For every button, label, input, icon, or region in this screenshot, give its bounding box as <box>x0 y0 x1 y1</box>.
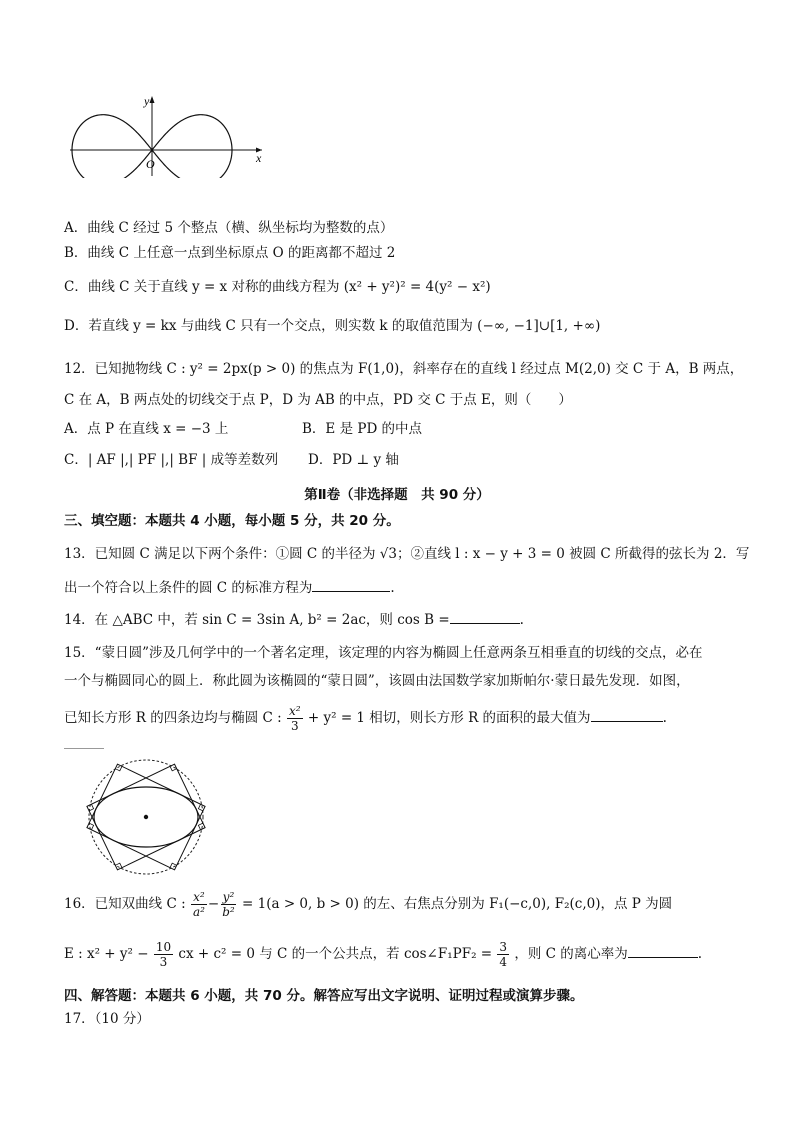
q13-line1: 13．已知圆 C 满足以下两个条件：①圆 C 的半径为 √3；②直线 l : x − y + 3 = 0 被圆 C 所截得的弦长为 2．写 <box>64 546 750 562</box>
q16-line1-row <box>64 886 672 922</box>
lemniscate-figure <box>66 92 272 178</box>
q11-option-a: A．曲线 C 经过 5 个整点（横、纵坐标均为整数的点） <box>64 220 394 236</box>
q14-text: 14．在 △ABC 中，若 sin C = 3sin A, b² = 2ac，则 cos B = <box>64 612 450 628</box>
q15-line3-post: + y² = 1 相切，则长方形 R 的面积的最大值为 <box>307 710 591 726</box>
section3-title: 三、填空题：本题共 4 小题，每小题 5 分，共 20 分。 <box>64 513 400 529</box>
monge-circle-figure <box>84 755 208 879</box>
q11-option-b: B．曲线 C 上任意一点到坐标原点 O 的距离都不超过 2 <box>64 245 396 261</box>
q16-line2-mid: cx + c² = 0 与 C 的一个公共点，若 cos∠F₁PF₂ = <box>178 946 493 962</box>
q16-period: . <box>697 946 703 962</box>
q16-frac-10-3 <box>154 940 173 969</box>
section4-title: 四、解答题：本题共 6 小题，共 70 分。解答应写出文字说明、证明过程或演算步骤。 <box>64 988 584 1004</box>
q16-frac-3-4 <box>497 940 509 969</box>
y-axis-label: y <box>144 94 150 108</box>
q16-line2-pre: E : x² + y² − <box>64 946 149 962</box>
q12-stem-line2: C 在 A，B 两点处的切线交于点 P，D 为 AB 的中点，PD 交 C 于点 E，则（ ） <box>64 392 572 408</box>
q15-line3-row <box>64 702 667 734</box>
q14-row <box>64 608 524 628</box>
center-dot <box>144 815 148 819</box>
q16-frac-x-den: a² <box>192 905 205 919</box>
q13-period: . <box>390 580 395 596</box>
q12-option-c: C．| AF |,| PF |,| BF | 成等差数列 <box>64 452 279 468</box>
q14-period: . <box>519 612 524 628</box>
q12-option-a: A．点 P 在直线 x = −3 上 <box>64 421 229 437</box>
q17-label: 17．（10 分） <box>64 1011 150 1027</box>
q15-frac-num: x² <box>289 704 301 718</box>
q16-line2-post: ，则 C 的离心率为 <box>514 946 628 962</box>
q16-line1-pre: 16．已知双曲线 C : <box>64 896 186 912</box>
q15-period: . <box>662 710 667 726</box>
q15-line2: 一个与椭圆同心的圆上．称此圆为该椭圆的“蒙日圆”，该圆由法国数学家加斯帕尔·蒙日最先发现．如图， <box>64 673 690 689</box>
q16-frac-y-num: y² <box>222 890 235 904</box>
q16-frac-x <box>191 890 207 919</box>
q16-answer-blank[interactable] <box>628 945 698 958</box>
q12-option-b: B．E 是 PD 的中点 <box>302 421 423 437</box>
q15-ellipse-fraction <box>287 704 303 733</box>
q15-frac-den: 3 <box>290 719 299 733</box>
origin-label: O <box>146 157 155 171</box>
y-axis-arrow <box>150 96 155 103</box>
q13-line2-row <box>64 576 395 596</box>
q16-frac-10-num: 10 <box>155 940 172 954</box>
x-axis-label: x <box>256 151 262 165</box>
volume2-title: 第Ⅱ卷（非选择题 共 90 分） <box>304 487 490 503</box>
q13-answer-blank[interactable] <box>312 579 390 592</box>
q12-stem-line1: 12．已知抛物线 C : y² = 2px(p > 0) 的焦点为 F(1,0)，斜率存在的直线 l 经过点 M(2,0) 交 C 于 A，B 两点， <box>64 361 744 377</box>
q16-line1-post: = 1(a > 0, b > 0) 的左、右焦点分别为 F₁(−c,0), F₂(c,0)，点 P 为圆 <box>242 896 673 912</box>
q15-answer-blank[interactable] <box>591 709 663 722</box>
q11-option-d: D．若直线 y = kx 与曲线 C 只有一个交点，则实数 k 的取值范围为 (−∞, −1]∪[1, +∞) <box>64 318 601 334</box>
q14-answer-blank[interactable] <box>450 611 520 624</box>
q15-line3-pre: 已知长方形 R 的四条边均与椭圆 C : <box>64 710 282 726</box>
q11-option-c: C．曲线 C 关于直线 y = x 对称的曲线方程为 (x² + y²)² = 4(y² − x²) <box>64 279 491 295</box>
q16-frac-4-den: 4 <box>499 955 508 969</box>
divider <box>64 748 104 749</box>
q16-frac-3-den: 3 <box>159 955 168 969</box>
q16-minus: − <box>207 896 220 912</box>
q12-option-d: D．PD ⊥ y 轴 <box>308 452 399 468</box>
q16-frac-x-num: x² <box>193 890 205 904</box>
q16-frac-y-den: b² <box>222 905 235 919</box>
q13-line2: 出一个符合以上条件的圆 C 的标准方程为 <box>64 580 313 596</box>
q16-line2-row <box>64 936 702 972</box>
q16-frac-3-num: 3 <box>499 940 508 954</box>
q16-frac-y <box>220 890 237 919</box>
q15-line1: 15．“蒙日圆”涉及几何学中的一个著名定理，该定理的内容为椭圆上任意两条互相垂直的切线的交点，必在 <box>64 645 703 661</box>
